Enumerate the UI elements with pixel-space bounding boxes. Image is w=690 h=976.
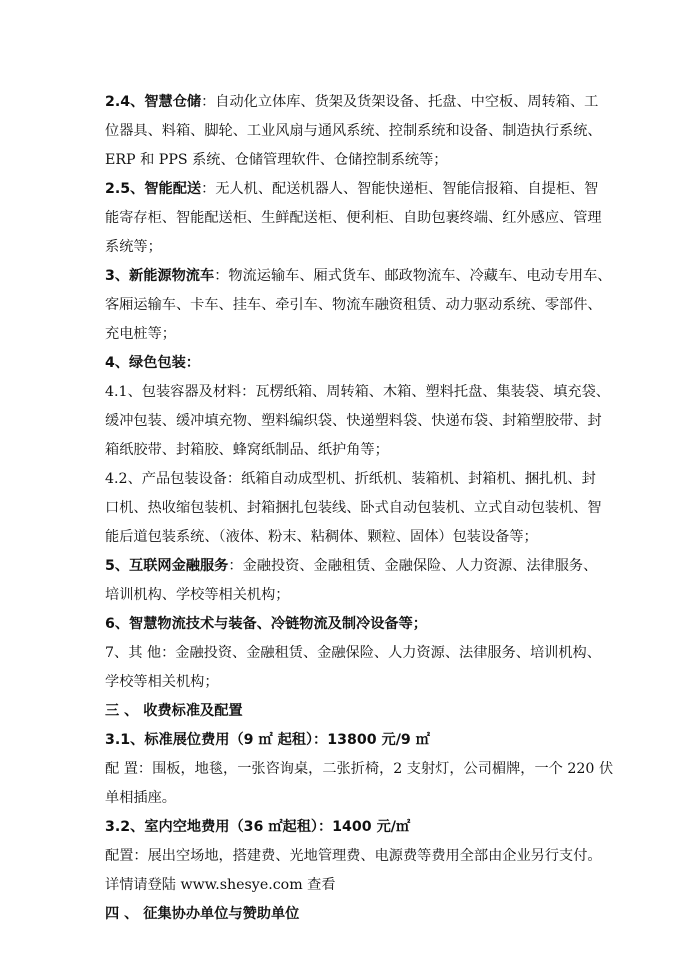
section-2-5-heading: [105, 179, 598, 199]
standard-booth-config-line-1: 配 置：围板，地毯，一张咨询桌，二张折椅，2 支射灯，公司楣牌，一个 220 伏: [105, 761, 614, 777]
section-4-heading: 4、绿色包装：: [105, 355, 200, 371]
section-3-line-2: 客厢运输车、卡车、挂车、牵引车、物流车融资租赁、动力驱动系统、零部件、: [105, 297, 602, 313]
section-3-line-3: 充电桩等；: [105, 326, 176, 342]
section-5-line-2: 培训机构、学校等相关机构；: [105, 587, 290, 603]
section-3-text: ：物流运输车、厢式货车、邮政物流车、冷藏车、电动专用车、: [214, 268, 612, 284]
section-4-2-line-3: 能后道包装系统、（液体、粉末、粘稠体、颗粒、固体）包装设备等；: [105, 529, 538, 545]
chapter-3-heading: 三 、 收费标准及配置: [105, 703, 243, 719]
section-4-1-line-3: 箱纸胶带、封箱胶、蜂窝纸制品、纸护角等；: [105, 442, 389, 458]
section-4-1-heading: 4.1、包装容器及材料：瓦楞纸箱、周转箱、木箱、塑料托盘、集装袋、填充袋、: [105, 384, 610, 400]
standard-booth-fee-heading: 3.1、标准展位费用（9 ㎡ 起租）：13800 元/9 ㎡: [105, 732, 430, 748]
section-7-heading: 7、其 他：金融投资、金融租赁、金融保险、人力资源、法律服务、培训机构、: [105, 645, 601, 661]
section-3-heading: [105, 266, 611, 286]
section-2-5-line-3: 系统等；: [105, 239, 162, 255]
section-4-2-heading: 4.2、产品包装设备：纸箱自动成型机、折纸机、装箱机、封箱机、捆扎机、封: [105, 471, 596, 487]
indoor-space-config-line-1: 配置：展出空场地，搭建费、光地管理费、电源费等费用全部由企业另行支付。: [105, 848, 602, 864]
section-6-heading: 6、智慧物流技术与装备、冷链物流及制冷设备等；: [105, 616, 427, 632]
section-2-5-text: ：无人机、配送机器人、智能快递柜、智能信报箱、自提柜、智: [201, 181, 599, 197]
section-4-1-line-2: 缓冲包装、缓冲填充物、塑料编织袋、快递塑料袋、快递布袋、封箱塑胶带、封: [105, 413, 602, 429]
section-4-2-line-2: 口机、热收缩包装机、封箱捆扎包装线、卧式自动包装机、立式自动包装机、智: [105, 500, 602, 516]
details-link-line: 详情请登陆 www.shesye.com 查看: [105, 877, 336, 893]
section-7-line-2: 学校等相关机构；: [105, 674, 219, 690]
section-5-heading: [105, 556, 597, 576]
section-2-5-line-2: 能寄存柜、智能配送柜、生鲜配送柜、便利柜、自助包裹终端、红外感应、管理: [105, 210, 602, 226]
section-2-4-heading: [105, 92, 598, 112]
section-5-text: ：金融投资、金融租赁、金融保险、人力资源、法律服务、: [228, 558, 598, 574]
section-2-5-title: 2.5、智能配送: [105, 181, 202, 197]
chapter-4-heading: 四 、 征集协办单位与赞助单位: [105, 906, 300, 922]
section-2-4-line-2: 位器具、料箱、脚轮、工业风扇与通风系统、控制系统和设备、制造执行系统、: [105, 123, 602, 139]
section-2-4-line-3: ERP 和 PPS 系统、仓储管理软件、仓储控制系统等；: [105, 152, 448, 168]
section-5-title: 5、互联网金融服务: [105, 558, 229, 574]
section-3-title: 3、新能源物流车: [105, 268, 215, 284]
section-2-4-title: 2.4、智慧仓储: [105, 94, 202, 110]
section-2-4-text: ：自动化立体库、货架及货架设备、托盘、中空板、周转箱、工: [201, 94, 599, 110]
indoor-space-fee-heading: 3.2、室内空地费用（36 ㎡起租）：1400 元/㎡: [105, 819, 411, 835]
standard-booth-config-line-2: 单相插座。: [105, 790, 176, 806]
